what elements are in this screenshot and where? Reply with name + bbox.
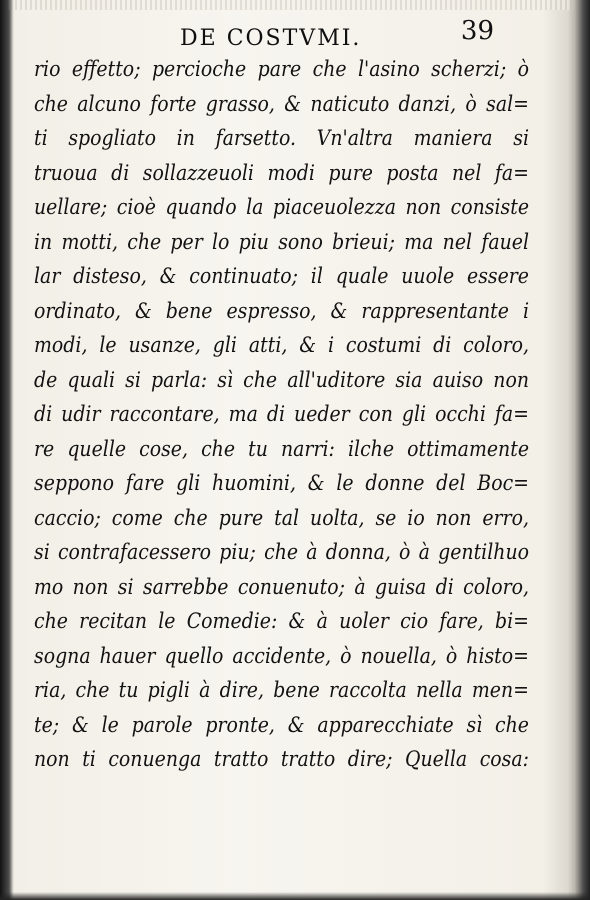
page-top-edge	[0, 0, 590, 10]
text-line: lar disteso, & continuato; il quale uuole essere	[34, 264, 529, 288]
text-line: ordinato, & bene espresso, & rappresentante i	[34, 298, 529, 323]
text-line: in motti, che per lo piu sono brieui; ma nel fauel	[34, 229, 529, 254]
text-line: truoua di sollazzeuoli modi pure posta nel fa=	[34, 160, 529, 185]
text-line: si contrafacessero piu; che à donna, ò à gentilhuo	[34, 540, 529, 564]
text-line: seppono fare gli huomini, & le donne del Boc=	[34, 471, 529, 495]
text-line: te; & le parole pronte, & apparecchiate sì che	[34, 712, 529, 737]
text-line: uellare; cioè quando la piaceuolezza non consiste	[34, 195, 529, 219]
text-line: di udir raccontare, ma di ueder con gli occhi fa=	[34, 402, 529, 426]
page-number: 39	[460, 16, 494, 46]
text-line: re quelle cose, che tu narri: ilche ottimamente	[34, 436, 529, 461]
body-text	[34, 52, 529, 777]
running-head: DE COSTVMI.	[180, 26, 362, 51]
text-line: de quali si parla: sì che all'uditore sia auiso non	[34, 367, 529, 392]
text-line: non ti conuenga tratto tratto dire; Quella cosa:	[34, 747, 529, 771]
text-line: modi, le usanze, gli atti, & i costumi di coloro,	[34, 333, 529, 357]
text-line: caccio; come che pure tal uolta, se io non erro,	[34, 505, 529, 530]
text-line: che alcuno forte grasso, & naticuto danzi, ò sal=	[34, 91, 529, 116]
page-bottom-edge	[0, 892, 590, 900]
text-line: ria, che tu pigli à dire, bene raccolta nella men=	[34, 678, 529, 702]
text-line: sogna hauer quello accidente, ò nouella, ò histo=	[34, 643, 529, 668]
binding-gutter	[0, 0, 14, 900]
text-line: mo non si sarrebbe conuenuto; à guisa di coloro,	[34, 574, 529, 599]
text-line: rio effetto; perciochе pare che l'asino scherzi; ò	[34, 57, 529, 81]
text-line: che recitan le Comedie: & à uoler cio fare, bi=	[34, 609, 529, 633]
text-line: ti spogliato in farsetto. Vn'altra maniera si	[34, 126, 529, 150]
page-right-edge	[568, 0, 590, 900]
